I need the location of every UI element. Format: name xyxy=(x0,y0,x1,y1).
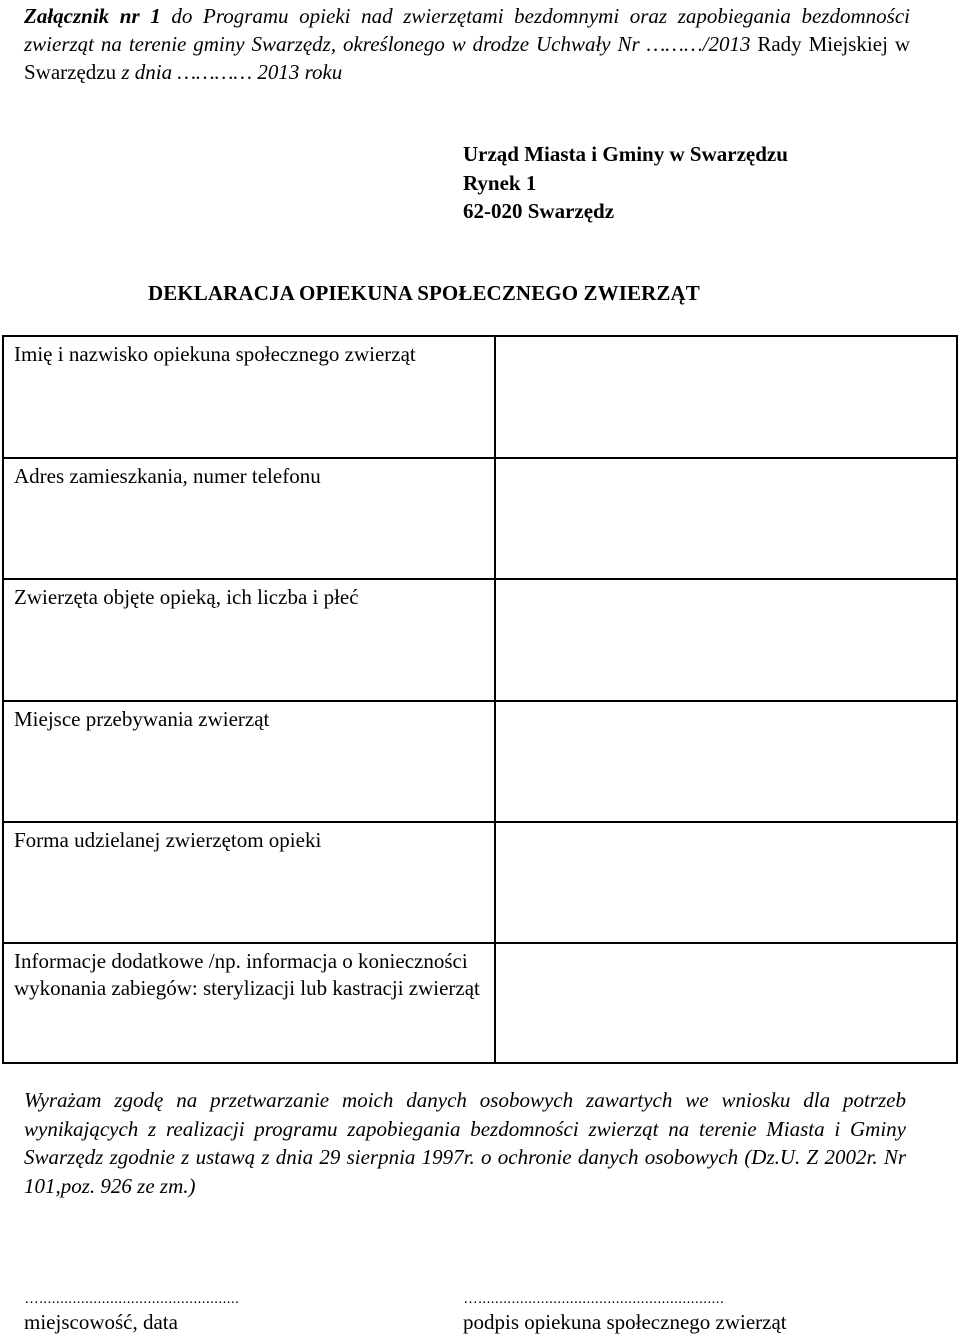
office-name: Urząd Miasta i Gminy w Swarzędzu xyxy=(463,142,788,166)
form-field-additional[interactable] xyxy=(495,943,957,1063)
form-row-additional xyxy=(3,943,957,1063)
form-field-name[interactable] xyxy=(495,336,957,458)
form-label-additional: Informacje dodatkowe /np. informacja o konieczności wykonania zabiegów: sterylizacji lub kastracji zwierząt xyxy=(3,943,495,1063)
form-label-name: Imię i nazwisko opiekuna społecznego zwierząt xyxy=(3,336,495,458)
signature-guardian xyxy=(463,1290,787,1336)
attachment-number: Załącznik nr 1 xyxy=(24,4,161,28)
consent-statement: Wyrażam zgodę na przetwarzanie moich danych osobowych zawartych we wniosku dla potrzeb wynikających z realizacji programu zapobiegania bezdomności zwierząt na terenie Miasta i Gminy Swarzędz zgodnie z ustawą z dnia 29 sierpnia 1997r. o ochronie danych osobowych (Dz.U. Z 2002r. Nr 101,poz. 926 ze zm.) xyxy=(24,1088,906,1198)
office-address xyxy=(463,140,788,226)
form-label-location: Miejsce przebywania zwierząt xyxy=(3,701,495,822)
attachment-date: z dnia ………… 2013 roku xyxy=(116,60,343,84)
form-label-address: Adres zamieszkania, numer telefonu xyxy=(3,458,495,579)
place-date-caption: miejscowość, data xyxy=(24,1310,178,1334)
form-field-address[interactable] xyxy=(495,458,957,579)
form-row-location xyxy=(3,701,957,822)
office-postal-city: 62-020 Swarzędz xyxy=(463,199,615,223)
office-street: Rynek 1 xyxy=(463,170,537,195)
attachment-header xyxy=(24,2,910,86)
place-date-line: …................................................ xyxy=(24,1290,240,1307)
form-row-care xyxy=(3,822,957,943)
guardian-signature-caption: podpis opiekuna społecznego zwierząt xyxy=(463,1310,787,1334)
form-field-location[interactable] xyxy=(495,701,957,822)
form-row-animals xyxy=(3,579,957,701)
signature-place-date xyxy=(24,1290,239,1336)
form-label-care: Forma udzielanej zwierzętom opieki xyxy=(3,822,495,943)
declaration-title: DEKLARACJA OPIEKUNA SPOŁECZNEGO ZWIERZĄT xyxy=(148,281,700,305)
attachment-description: do Programu opieki nad zwierzętami bezdomnymi oraz zapobiegania bezdomności zwierząt na terenie gminy Swarzędz, określonego w drodze Uchwały Nr ………/2013 xyxy=(24,4,910,56)
form-row-name xyxy=(3,336,957,458)
form-field-animals[interactable] xyxy=(495,579,957,701)
form-field-care[interactable] xyxy=(495,822,957,943)
attachment-council: Rady Miejskiej w Swarzędzu xyxy=(24,32,910,84)
declaration-form xyxy=(2,335,958,1064)
form-row-address xyxy=(3,458,957,579)
guardian-signature-line: …........................................................... xyxy=(463,1290,724,1307)
form-label-animals: Zwierzęta objęte opieką, ich liczba i płeć xyxy=(3,579,495,701)
